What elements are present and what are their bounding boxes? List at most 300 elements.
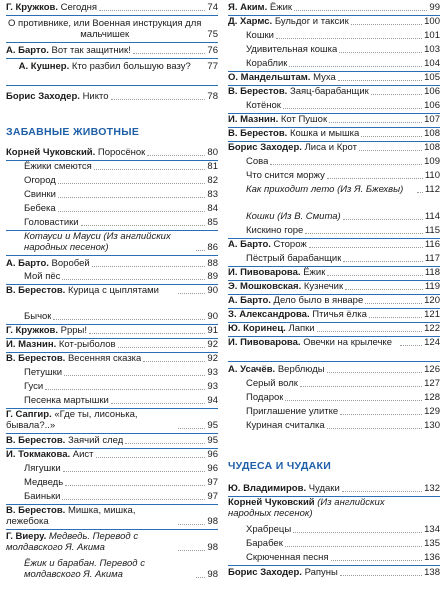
toc-entry[interactable] [228,538,440,549]
dot-leader [178,293,205,294]
toc-entry[interactable] [228,44,440,55]
toc-title: Свинки [24,189,56,200]
toc-entry-text [228,378,298,389]
toc-title: Петушки [24,367,63,378]
toc-entry[interactable] [6,558,218,580]
toc-entry[interactable] [228,253,440,264]
toc-entry-text [6,367,62,378]
dot-leader [58,197,205,198]
toc-entry[interactable] [228,30,440,41]
dot-leader [331,560,423,561]
toc-entry[interactable] [228,142,440,153]
page-number: 117 [424,253,440,264]
toc-entry[interactable] [6,161,218,172]
toc-entry[interactable] [228,323,440,334]
toc-title: Курица с цыплятами [67,285,159,296]
toc-title: Лиса и Крот [304,142,357,153]
page-number: 108 [424,128,440,139]
toc-title: Заячий след [67,435,124,446]
toc-entry[interactable] [6,505,218,527]
toc-title: Бычок [24,311,52,322]
toc-title: Лапки [288,323,315,334]
toc-entry[interactable] [228,337,440,348]
toc-entry[interactable] [228,58,440,69]
toc-entry-text [228,58,287,69]
section-heading: ЗАБАВНЫЕ ЖИВОТНЫЕ [6,126,140,138]
toc-title: Кискино горе [246,225,304,236]
toc-author: А. Усачёв. [228,364,276,375]
toc-entry-text [228,406,338,417]
toc-entry[interactable] [228,114,440,125]
toc-author: Э. Мошковская. [228,281,302,292]
dot-leader [81,225,206,226]
dot-leader [329,122,422,123]
page-number: 95 [207,435,218,446]
page-number: 104 [424,58,440,69]
dot-leader [178,550,205,551]
page-number: 114 [424,211,440,222]
page-number: 94 [207,395,218,406]
dot-leader [343,219,423,220]
page-number: 101 [424,30,440,41]
dot-leader [359,150,422,151]
toc-title: Ррры! [60,325,88,336]
dot-leader [133,53,206,54]
toc-entry[interactable] [6,311,218,322]
toc-entry[interactable] [228,378,440,389]
dot-leader [63,471,206,472]
page-number: 120 [424,295,440,306]
dot-leader [327,372,423,373]
toc-title: Лягушки [24,463,61,474]
toc-title: Весенняя сказка [67,353,142,364]
toc-entry-text [6,463,61,474]
toc-author: И. Токмакова. [6,449,71,460]
dot-leader [143,361,205,362]
toc-entry[interactable] [6,147,218,158]
page-number: 85 [207,217,218,228]
toc-entry[interactable] [228,567,440,578]
page-number: 130 [424,420,440,431]
toc-entry[interactable] [228,100,440,111]
toc-entry[interactable] [6,435,218,446]
toc-entry[interactable] [6,325,218,336]
dot-leader [58,211,206,212]
toc-entry[interactable] [228,406,440,417]
dot-leader [400,345,422,346]
toc-title: Рапуны [304,567,338,578]
dot-leader [62,499,205,500]
page-number: 97 [207,477,218,488]
page-number: 89 [207,271,218,282]
toc-entry-text [228,524,291,535]
page-number: 84 [207,203,218,214]
toc-entry[interactable] [6,463,218,474]
toc-author: И. Пивоварова. [228,337,301,348]
dot-leader [361,136,422,137]
page-number: 88 [207,258,218,269]
toc-title: Песенка мартышки [24,395,109,406]
toc-author: Корней Чуковский. [6,147,96,158]
dot-leader [196,250,205,251]
toc-entry[interactable] [6,477,218,488]
toc-entry[interactable] [6,203,218,214]
page-number: 86 [207,242,218,253]
entry-divider [6,255,218,256]
toc-entry[interactable] [6,531,218,553]
dot-leader [125,443,205,444]
toc-entry-text [228,281,343,292]
toc-entry[interactable] [6,381,218,392]
toc-entry[interactable] [228,72,440,83]
toc-entry[interactable] [228,184,440,195]
dot-leader [338,80,422,81]
page-number: 121 [424,309,440,320]
toc-entry[interactable] [6,18,218,40]
entry-divider [6,58,218,59]
toc-entry-text [228,323,315,334]
entry-divider [6,529,218,530]
toc-entry-text [228,497,398,519]
toc-title: Пёстрый барабанщик [246,253,342,264]
toc-entry[interactable] [228,420,440,431]
toc-title: Никто [82,91,109,102]
toc-title: Бебека [24,203,56,214]
toc-entry-text [6,409,176,431]
toc-entry[interactable] [6,175,218,186]
dot-leader [270,164,422,165]
toc-title: Кто разбил большую вазу? [71,61,191,72]
dot-leader [309,247,423,248]
toc-title: Ёжик [269,2,293,13]
toc-author: З. Александрова. [228,309,310,320]
toc-title: (Из английских народных песенок) [228,497,385,519]
toc-title: Птичья ёлка [312,309,367,320]
toc-entry-text [6,435,123,446]
toc-entry[interactable] [228,128,440,139]
page-number: 103 [424,44,440,55]
toc-title: Заяц-барабанщик [289,86,369,97]
toc-entry[interactable] [6,449,218,460]
toc-entry[interactable] [6,2,218,13]
toc-entry[interactable] [228,225,440,236]
page-number: 128 [424,392,440,403]
toc-entry-text [228,295,363,306]
toc-entry-text [6,311,51,322]
page-number: 92 [207,353,218,364]
toc-entry-text [228,211,341,222]
dot-leader [94,169,206,170]
dot-leader [276,38,422,39]
dot-leader [99,10,205,11]
toc-author: А. Барто. [6,258,49,269]
page-number: 105 [424,72,440,83]
page-number: 92 [207,339,218,350]
toc-title: Ёжик и барабан. Перевод с молдавского Я. Акима [24,558,145,580]
toc-title: Мишка, мишка, лежебока [6,505,136,527]
toc-entry[interactable] [6,271,218,282]
page-number: 93 [207,367,218,378]
page-number: 138 [424,567,440,578]
toc-entry[interactable] [228,295,440,306]
toc-entry-text [6,271,60,282]
entry-divider [6,15,218,16]
toc-title: Ёжики смеются [24,161,92,172]
dot-leader [45,389,205,390]
entry-divider [6,42,218,43]
page-number: 106 [424,100,440,111]
toc-entry-text [6,558,194,580]
page-number: 74 [207,2,218,13]
toc-title: О противнике, или Военная инструкция для мальчишек [8,18,202,40]
toc-entry[interactable] [6,285,218,296]
toc-title: Приглашение улитке [246,406,339,417]
page-number: 124 [424,337,440,348]
toc-entry[interactable] [6,339,218,350]
toc-title: Храбрецы [246,524,292,535]
toc-title: Как приходит лето (Из Я. Бжехвы) [246,184,404,195]
dot-leader [293,532,422,533]
page-number: 129 [424,406,440,417]
toc-entry[interactable] [6,367,218,378]
toc-entry[interactable] [228,497,440,519]
dot-leader [283,108,422,109]
toc-author: А. Барто. [228,239,271,250]
toc-entry-text [228,552,329,563]
toc-author: А. Кушнер. [18,61,70,72]
toc-title: Чудаки [308,483,340,494]
toc-title: Кот-рыболов [58,339,116,350]
dot-leader [317,331,423,332]
toc-title: Кошки (Из В. Смита) [246,211,341,222]
toc-title: Медведь. Перевод с молдавского Я. Акима [6,531,139,553]
dot-leader [147,155,205,156]
entry-divider [228,361,440,362]
page-number: 136 [424,552,440,563]
dot-leader [64,375,205,376]
toc-title: Муха [313,72,336,83]
toc-author: В. Берестов. [228,86,288,97]
toc-entry-text [6,175,56,186]
page-number: 77 [207,61,218,72]
toc-author: Борис Заходер. [6,91,80,102]
dot-leader [111,99,206,100]
page-number: 78 [207,91,218,102]
page-number: 95 [207,420,218,431]
toc-author: Ю. Владимиров. [228,483,307,494]
page-number: 76 [207,45,218,56]
toc-entry-text [228,86,369,97]
dot-leader [111,403,206,404]
page-number: 122 [424,323,440,334]
toc-entry-text [6,2,97,13]
toc-entry-text [6,531,176,553]
dot-leader [327,275,422,276]
toc-entry[interactable] [228,156,440,167]
toc-entry[interactable] [228,392,440,403]
dot-leader [327,178,423,179]
toc-entry-text [228,309,367,320]
page-number: 110 [424,170,440,181]
toc-entry-text [228,420,325,431]
dot-leader [89,333,205,334]
toc-title: Котёнок [246,100,281,111]
toc-entry-text [6,353,141,364]
toc-entry[interactable] [6,231,218,253]
toc-entry[interactable] [228,552,440,563]
toc-entry[interactable] [6,491,218,502]
toc-title: Сторож [273,239,307,250]
toc-entry[interactable] [228,267,440,278]
page-number: 115 [424,225,440,236]
dot-leader [305,233,423,234]
toc-title: Овечки на крылечке [303,337,392,348]
toc-entry[interactable] [6,409,218,431]
toc-author: В. Берестов. [228,128,288,139]
toc-title: Воробей [51,258,90,269]
page-number: 75 [207,29,218,40]
page-number: 81 [207,161,218,172]
toc-entry[interactable] [6,91,218,102]
toc-entry[interactable] [228,16,440,27]
page-number: 127 [424,378,440,389]
toc-title: Ёжик [303,267,326,278]
toc-title: Кошка и мышка [289,128,360,139]
dot-leader [178,524,205,525]
dot-leader [196,577,205,578]
toc-entry[interactable] [6,353,218,364]
toc-author: Корней Чуковский [228,497,315,508]
toc-entry-text [6,161,92,172]
toc-entry-text [228,392,283,403]
dot-leader [285,546,422,547]
toc-entry-text [6,231,194,253]
toc-entry-text [228,72,336,83]
toc-entry-text [228,114,327,125]
toc-author: В. Берестов. [6,435,66,446]
toc-author: Г. Кружков. [6,2,58,13]
toc-entry[interactable] [228,170,440,181]
toc-author: Д. Хармс. [228,16,273,27]
toc-entry-text [6,395,109,406]
dot-leader [300,386,422,387]
page-number: 116 [424,239,440,250]
toc-entry-text [228,170,325,181]
page-number: 118 [424,267,440,278]
toc-title: Головастики [24,217,79,228]
toc-entry[interactable] [6,189,218,200]
toc-title: Огород [24,175,56,186]
page-number: 109 [424,156,440,167]
page-number: 90 [207,311,218,322]
toc-entry[interactable] [228,309,440,320]
toc-entry[interactable] [6,395,218,406]
toc-title: Бульдог и таксик [274,16,349,27]
toc-entry[interactable] [228,2,440,13]
toc-author: В. Берестов. [6,285,66,296]
toc-title: Скрюченная песня [246,552,329,563]
toc-entry[interactable] [6,258,218,269]
entry-divider [6,433,218,434]
toc-author: Ю. Коринец. [228,323,286,334]
toc-entry-text [228,538,283,549]
dot-leader [53,319,205,320]
page-number: 98 [207,542,218,553]
toc-entry[interactable] [228,86,440,97]
toc-entry-text [6,477,63,488]
dot-leader [371,94,422,95]
toc-entry[interactable] [6,217,218,228]
toc-title: Дело было в январе [273,295,364,306]
toc-entry[interactable] [228,483,440,494]
page-number: 82 [207,175,218,186]
entry-divider [6,85,218,86]
toc-author: Г. Сапгир. [6,409,52,420]
toc-entry[interactable] [228,364,440,375]
toc-author: Борис Заходер. [228,142,302,153]
toc-author: И. Пивоварова. [228,267,301,278]
page-number: 134 [424,524,440,535]
toc-entry-text [6,203,56,214]
toc-title: Вот так защитник! [51,45,131,56]
toc-entry-text [6,45,131,56]
toc-entry-text [228,142,357,153]
toc-entry[interactable] [228,281,440,292]
toc-entry-text [6,217,79,228]
toc-entry[interactable] [6,45,218,56]
toc-title: Подарок [246,392,284,403]
toc-title: Кот Пушок [280,114,328,125]
toc-title: Сегодня [60,2,98,13]
page-number: 83 [207,189,218,200]
dot-leader [118,347,206,348]
page-number: 97 [207,491,218,502]
page-number: 80 [207,147,218,158]
dot-leader [339,52,422,53]
toc-entry[interactable] [6,61,218,72]
toc-entry-text [6,61,207,72]
toc-title: Поросёнок [97,147,146,158]
toc-title: Мой пёс [24,271,61,282]
toc-entry[interactable] [228,239,440,250]
toc-entry-text [228,239,307,250]
toc-title: Медведь [24,477,64,488]
toc-author: В. Берестов. [6,505,66,516]
toc-entry-text [6,147,145,158]
page-number: 132 [424,483,440,494]
dot-leader [417,192,423,193]
toc-entry-text [228,156,268,167]
toc-entry[interactable] [228,524,440,535]
dot-leader [327,428,422,429]
toc-entry-text [228,30,274,41]
dot-leader [342,491,422,492]
page-number: 106 [424,86,440,97]
toc-entry-text [228,2,292,13]
toc-title: Серый волк [246,378,298,389]
page-number: 93 [207,381,218,392]
toc-entry-text [228,253,341,264]
toc-entry[interactable] [228,211,440,222]
toc-entry-text [228,267,325,278]
dot-leader [340,575,422,576]
toc-title: Куриная считалка [246,420,325,431]
toc-title: Сова [246,156,269,167]
toc-author: А. Барто. [6,45,49,56]
dot-leader [351,24,422,25]
toc-entry-text [6,285,176,296]
page-number: 98 [207,516,218,527]
